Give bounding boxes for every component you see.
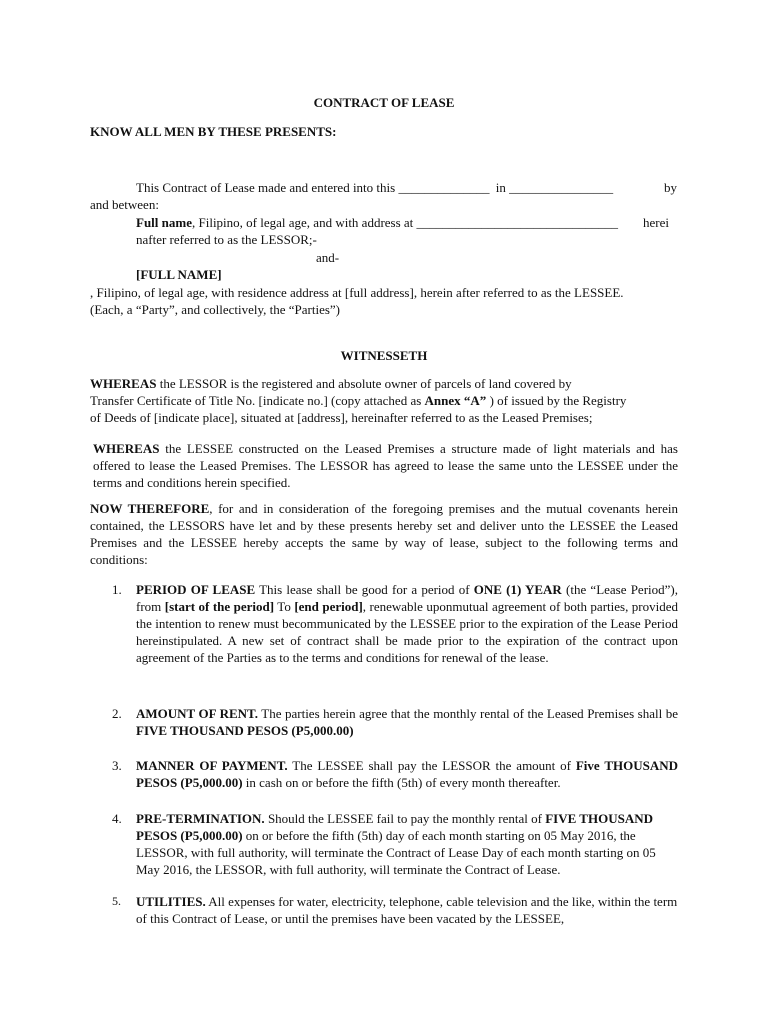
intro-heading: KNOW ALL MEN BY THESE PRESENTS: — [90, 124, 337, 139]
whereas-1-line-1: WHEREAS the LESSOR is the registered and absolute owner of parcels of land covered by — [90, 376, 572, 391]
whereas-1-line-3: of Deeds of [indicate place], situated at [address], hereinafter referred to as the Leased Premises; — [90, 410, 593, 425]
item-4-pre-termination: PRE-TERMINATION. Should the LESSEE fail to pay the monthly rental of FIVE THOUSAND PESOS (P5,000.00) on or before the fifth (5th) day of each month starting on 05 May 2016, the LESSOR, with full authority, will terminate the Contract of Lease Day of each month starting on 05 May 2016, the LESSOR, with full authority, will terminate the Contract of Lease. — [136, 811, 656, 877]
item-3-number: 3. — [112, 758, 122, 773]
opening-line-1: This Contract of Lease made and entered into this ______________ in ________________ — [136, 180, 614, 195]
lessee-name: [FULL NAME] — [136, 267, 222, 282]
item-5-utilities: UTILITIES. All expenses for water, electricity, telephone, cable television and the like, within the term of this Contract of Lease, or until the premises have been vacated by the LESSEE, — [136, 894, 678, 926]
witnesseth-heading: WITNESSETH — [340, 348, 428, 363]
document-title: CONTRACT OF LEASE — [313, 95, 455, 110]
whereas-2: WHEREAS the LESSEE constructed on the Leased Premises a structure made of light materials and has offered to lease the Leased Premises. The LESSOR has agreed to lease the same unto the LESSEE under the terms and conditions herein specified. — [93, 441, 678, 490]
opening-line-2: and between: — [90, 197, 159, 212]
lessor-line: Full name, Filipino, of legal age, and with address at _______________________________ — [136, 215, 619, 230]
item-5-number: 5. — [112, 894, 121, 908]
lessee-line: , Filipino, of legal age, with residence address at [full address], herein after referred to as the LESSEE. — [90, 285, 624, 300]
and-separator: and- — [316, 250, 340, 265]
now-therefore: NOW THEREFORE, for and in consideration of the foregoing premises and the mutual covenants herein contained, the LESSORS have let and by these presents hereby set and deliver unto the LESSEE the Leased Premises and the LESSEE hereby accepts the same by way of lease, subject to the following terms and conditions: — [90, 501, 678, 567]
opening-by: by — [664, 180, 677, 195]
item-1-number: 1. — [112, 582, 122, 597]
lessor-herei: herei — [643, 215, 669, 230]
item-2-amount-of-rent: AMOUNT OF RENT. The parties herein agree that the monthly rental of the Leased Premises shall be FIVE THOUSAND PESOS (P5,000.00) — [136, 706, 678, 738]
item-1-period-of-lease: PERIOD OF LEASE This lease shall be good for a period of ONE (1) YEAR (the “Lease Period”), from [start of the period] To [end period], renewable uponmutual agreement of both parties, provided the intention to renew must becommunicated by the LESSEE prior to the expiration of the Lease Period hereinstipulated. A new set of contract shall be made prior to the expiration of the contract upon agreement of the Parties as to the terms and conditions for renewal of the lease. — [136, 582, 678, 665]
item-3-manner-of-payment: MANNER OF PAYMENT. The LESSEE shall pay the LESSOR the amount of Five THOUSAND PESOS (P5,000.00) in cash on or before the fifth (5th) of every month thereafter. — [136, 758, 678, 790]
item-4-number: 4. — [112, 811, 122, 826]
parties-definition: (Each, a “Party”, and collectively, the “Parties”) — [90, 302, 341, 317]
whereas-1-line-2: Transfer Certificate of Title No. [indicate no.] (copy attached as Annex “A” ) of issued by the Registry — [90, 393, 627, 408]
lessor-line-2: nafter referred to as the LESSOR;- — [136, 232, 317, 247]
item-2-number: 2. — [112, 706, 122, 721]
